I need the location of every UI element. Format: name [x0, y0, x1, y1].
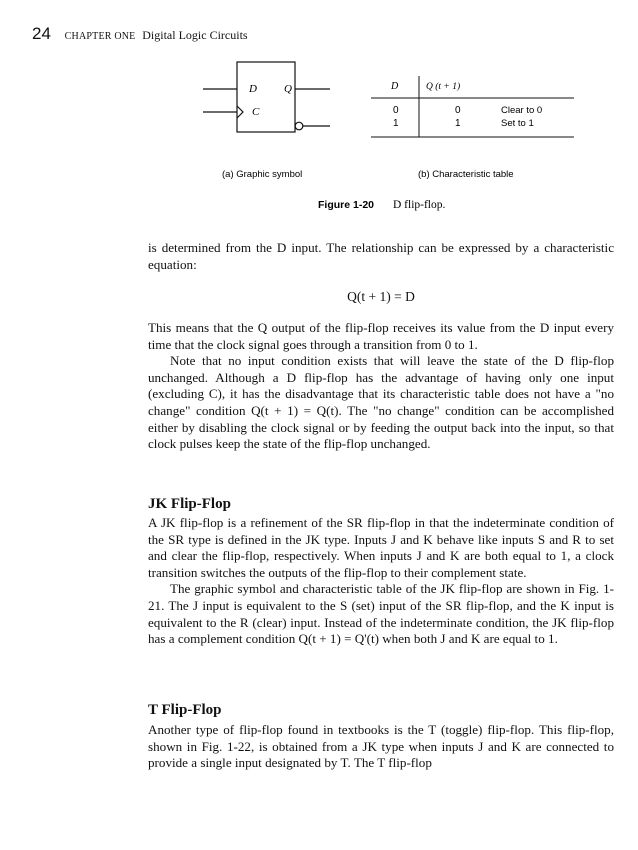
- c-pin-label: C: [252, 106, 260, 118]
- characteristic-table: [371, 76, 574, 137]
- caption-graphic-symbol: (a) Graphic symbol: [222, 169, 303, 180]
- paragraph-no-change: Note that no input condition exists that will leave the state of the D flip-flop unchanged. Although a D flip-flop has the advantage of having only one input (excluding C), it has the disadvantage that its characteristic table does not have a "no change" condition Q(t + 1) = Q(t). The "no change" condition can be accomplished either by disabling the clock signal or by feeding the output back into the input, so that clock pulses keep the state of the flip-flop unchanged.: [148, 353, 614, 452]
- figure-1-20: [0, 0, 638, 220]
- section-heading-jk: JK Flip-Flop: [148, 496, 231, 512]
- paragraph-text: Another type of flip-flop found in textbooks is the T (toggle) flip-flop. This flip-flop, shown in Fig. 1-22, is obtained from a JK type when inputs J and K are connected to provide a single input designated by T. The T flip-flop: [148, 722, 614, 771]
- chapter-label: CHAPTER ONE: [64, 31, 136, 42]
- characteristic-equation: Q(t + 1) = D: [347, 289, 415, 304]
- paragraph-jk-symbol: The graphic symbol and characteristic table of the JK flip-flop are shown in Fig. 1-21. The J input is equivalent to the S (set) input of the SR flip-flop, and the K input is equivalent to the R (clear) input. Instead of the indeterminate condition, the JK flip-flop has a complement condition Q(t + 1) = Q'(t) when both J and K are equal to 1.: [148, 581, 614, 647]
- flip-flop-box: [237, 62, 295, 132]
- chapter-title: Digital Logic Circuits: [142, 28, 248, 42]
- d-flip-flop-symbol: [203, 62, 330, 132]
- paragraph-text: A JK flip-flop is a refinement of the SR flip-flop in that the indeterminate condition of the SR type is defined in the JK type. Inputs J and K behave like inputs S and R to set and clear the flip-flop, respectively. When inputs J and K are both equal to 1, a clock transition switches the outputs of the flip-flop to their complement state.: [148, 515, 614, 580]
- paragraph-t-intro: [148, 722, 614, 772]
- q-pin-label: Q: [284, 83, 292, 95]
- table-cell-note: Clear to 0: [501, 105, 543, 116]
- caption-characteristic-table: (b) Characteristic table: [418, 169, 514, 180]
- section-heading-t: T Flip-Flop: [148, 702, 222, 718]
- clock-triangle: [237, 106, 243, 118]
- table-cell-note: Set to 1: [501, 118, 534, 129]
- page-number: 24: [32, 24, 51, 43]
- paragraph-q-output: [148, 320, 614, 453]
- paragraph-text: is determined from the D input. The relationship can be expressed by a characteristic equation:: [148, 240, 614, 272]
- table-cell-d: 0: [393, 105, 399, 116]
- paragraph-characteristic-intro: [148, 240, 614, 273]
- figure-number: Figure 1-20: [318, 199, 375, 211]
- d-pin-label: D: [249, 83, 257, 95]
- paragraph-jk-intro: [148, 515, 614, 648]
- table-cell-q: 0: [455, 105, 461, 116]
- figure-title: D flip-flop.: [393, 199, 446, 211]
- inversion-bubble: [295, 122, 303, 130]
- table-header-q: Q (t + 1): [426, 82, 461, 92]
- paragraph-text: This means that the Q output of the flip-flop receives its value from the D input every time that the clock signal goes through a transition from 0 to 1.: [148, 320, 614, 352]
- table-cell-q: 1: [455, 118, 461, 129]
- table-header-d: D: [391, 81, 399, 92]
- table-cell-d: 1: [393, 118, 399, 129]
